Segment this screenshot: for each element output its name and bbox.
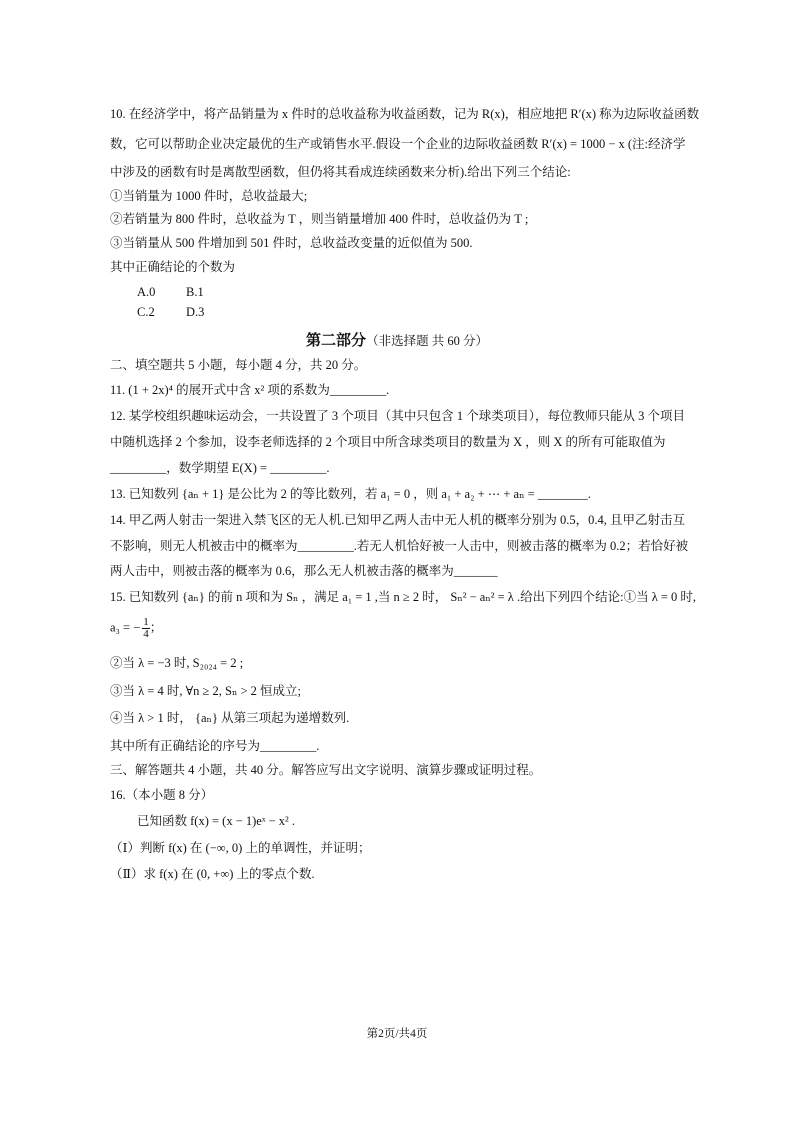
q12-line-2: 中随机选择 2 个参加，设李老师选择的 2 个项目中所含球类项目的数量为 X ，则 X 的所有可能取值为 (110, 435, 666, 449)
q15-conclusion-4: ④当 λ > 1 时， {aₙ} 从第三项起为递增数列. (110, 711, 350, 725)
q16-given: 已知函数 f(x) = (x − 1)eˣ − x² . (137, 814, 295, 828)
page-footer: 第2页/共4页 (366, 1028, 428, 1040)
q14-line-1: 14. 甲乙两人射击一架进入禁飞区的无人机.已知甲乙两人击中无人机的概率分别为 0.5，0.4, 且甲乙射击互 (110, 513, 686, 527)
q10-line-3: 中涉及的函数有时是离散型函数，但仍将其看成连续函数来分析).给出下列三个结论: (110, 165, 571, 179)
q10-line-2: 数，它可以帮助企业决定最优的生产或销售水平.假设一个企业的边际收益函数 R′(x) = 1000 − x (注:经济学 (110, 137, 686, 151)
q15-a3-fraction (142, 617, 150, 640)
part-two-title: 第二部分 (306, 333, 367, 349)
q14-line-2: 不影响，则无人机被击中的概率为_________.若无人机恰好被一人击中，则被击落的概率为 0.2；若恰好被 (110, 539, 689, 553)
q12-line-1: 12. 某学校组织趣味运动会，一共设置了 3 个项目（其中只包含 1 个球类项目），每位教师只能从 3 个项目 (110, 409, 686, 423)
q10-option-c: C.2 (137, 305, 155, 319)
q15-a3-lhs: a₃ = − (110, 620, 141, 635)
q11: 11. (1 + 2x)⁴ 的展开式中含 x² 项的系数为_________. (110, 383, 390, 397)
q16-part-2: （Ⅱ）求 f(x) 在 (0, +∞) 上的零点个数. (110, 867, 315, 881)
part-two-subtitle: （非选择题 共 60 分） (366, 334, 488, 348)
q10-prompt: 其中正确结论的个数为 (110, 260, 236, 274)
q16-part-1: （Ⅰ）判断 f(x) 在 (−∞, 0) 上的单调性，并证明； (110, 841, 371, 855)
q14-line-3: 两人击中，则被击落的概率为 0.6，那么无人机被击落的概率为_______ (110, 564, 498, 578)
q15-line-1: 15. 已知数列 {aₙ} 的前 n 项和为 Sₙ ，满足 a₁ = 1 ,当 n ≥ 2 时， Sₙ² − aₙ² = λ .给出下列四个结论:①当 λ = 0 时, (110, 590, 697, 604)
q10-option-d: D.3 (186, 305, 205, 319)
q12-line-3: _________，数学期望 E(X) = _________. (110, 461, 330, 475)
q10-conclusion-1: ①当销量为 1000 件时，总收益最大; (110, 189, 308, 203)
q15-a3-tail: ； (149, 620, 163, 635)
q15-conclusion-2: ②当 λ = −3 时, S₂₀₂₄ = 2 ; (110, 656, 244, 670)
q13: 13. 已知数列 {aₙ + 1} 是公比为 2 的等比数列，若 a₁ = 0 ，则 a₁ + a₂ + ⋯ + aₙ = ________. (110, 487, 591, 501)
q15-a3-numerator: 1 (143, 616, 149, 628)
q10-conclusion-3: ③当销量从 500 件增加到 501 件时，总收益改变量的近似值为 500. (110, 236, 473, 250)
q10-conclusion-2: ②若销量为 800 件时，总收益为 T ，则当销量增加 400 件时，总收益仍为 T ; (110, 212, 529, 226)
q10-option-a: A.0 (137, 285, 156, 299)
q15-prompt: 其中所有正确结论的序号为_________. (110, 739, 320, 753)
q15-a3-denominator: 4 (143, 628, 149, 640)
q10-line-1: 10. 在经济学中，将产品销量为 x 件时的总收益称为收益函数，记为 R(x)，相应地把 R′(x) 称为边际收益函数 (110, 107, 700, 121)
part-two-heading (0, 331, 794, 351)
q16-heading: 16.（本小题 8 分） (110, 788, 214, 802)
q10-option-b: B.1 (186, 285, 204, 299)
q15-a3-line (110, 617, 162, 640)
section-three-heading: 三、解答题共 4 小题，共 40 分。解答应写出文字说明、演算步骤或证明过程。 (110, 763, 542, 777)
section-two-heading: 二、填空题共 5 小题，每小题 4 分，共 20 分。 (110, 358, 367, 372)
q15-conclusion-3: ③当 λ = 4 时, ∀n ≥ 2, Sₙ > 2 恒成立; (110, 684, 302, 698)
